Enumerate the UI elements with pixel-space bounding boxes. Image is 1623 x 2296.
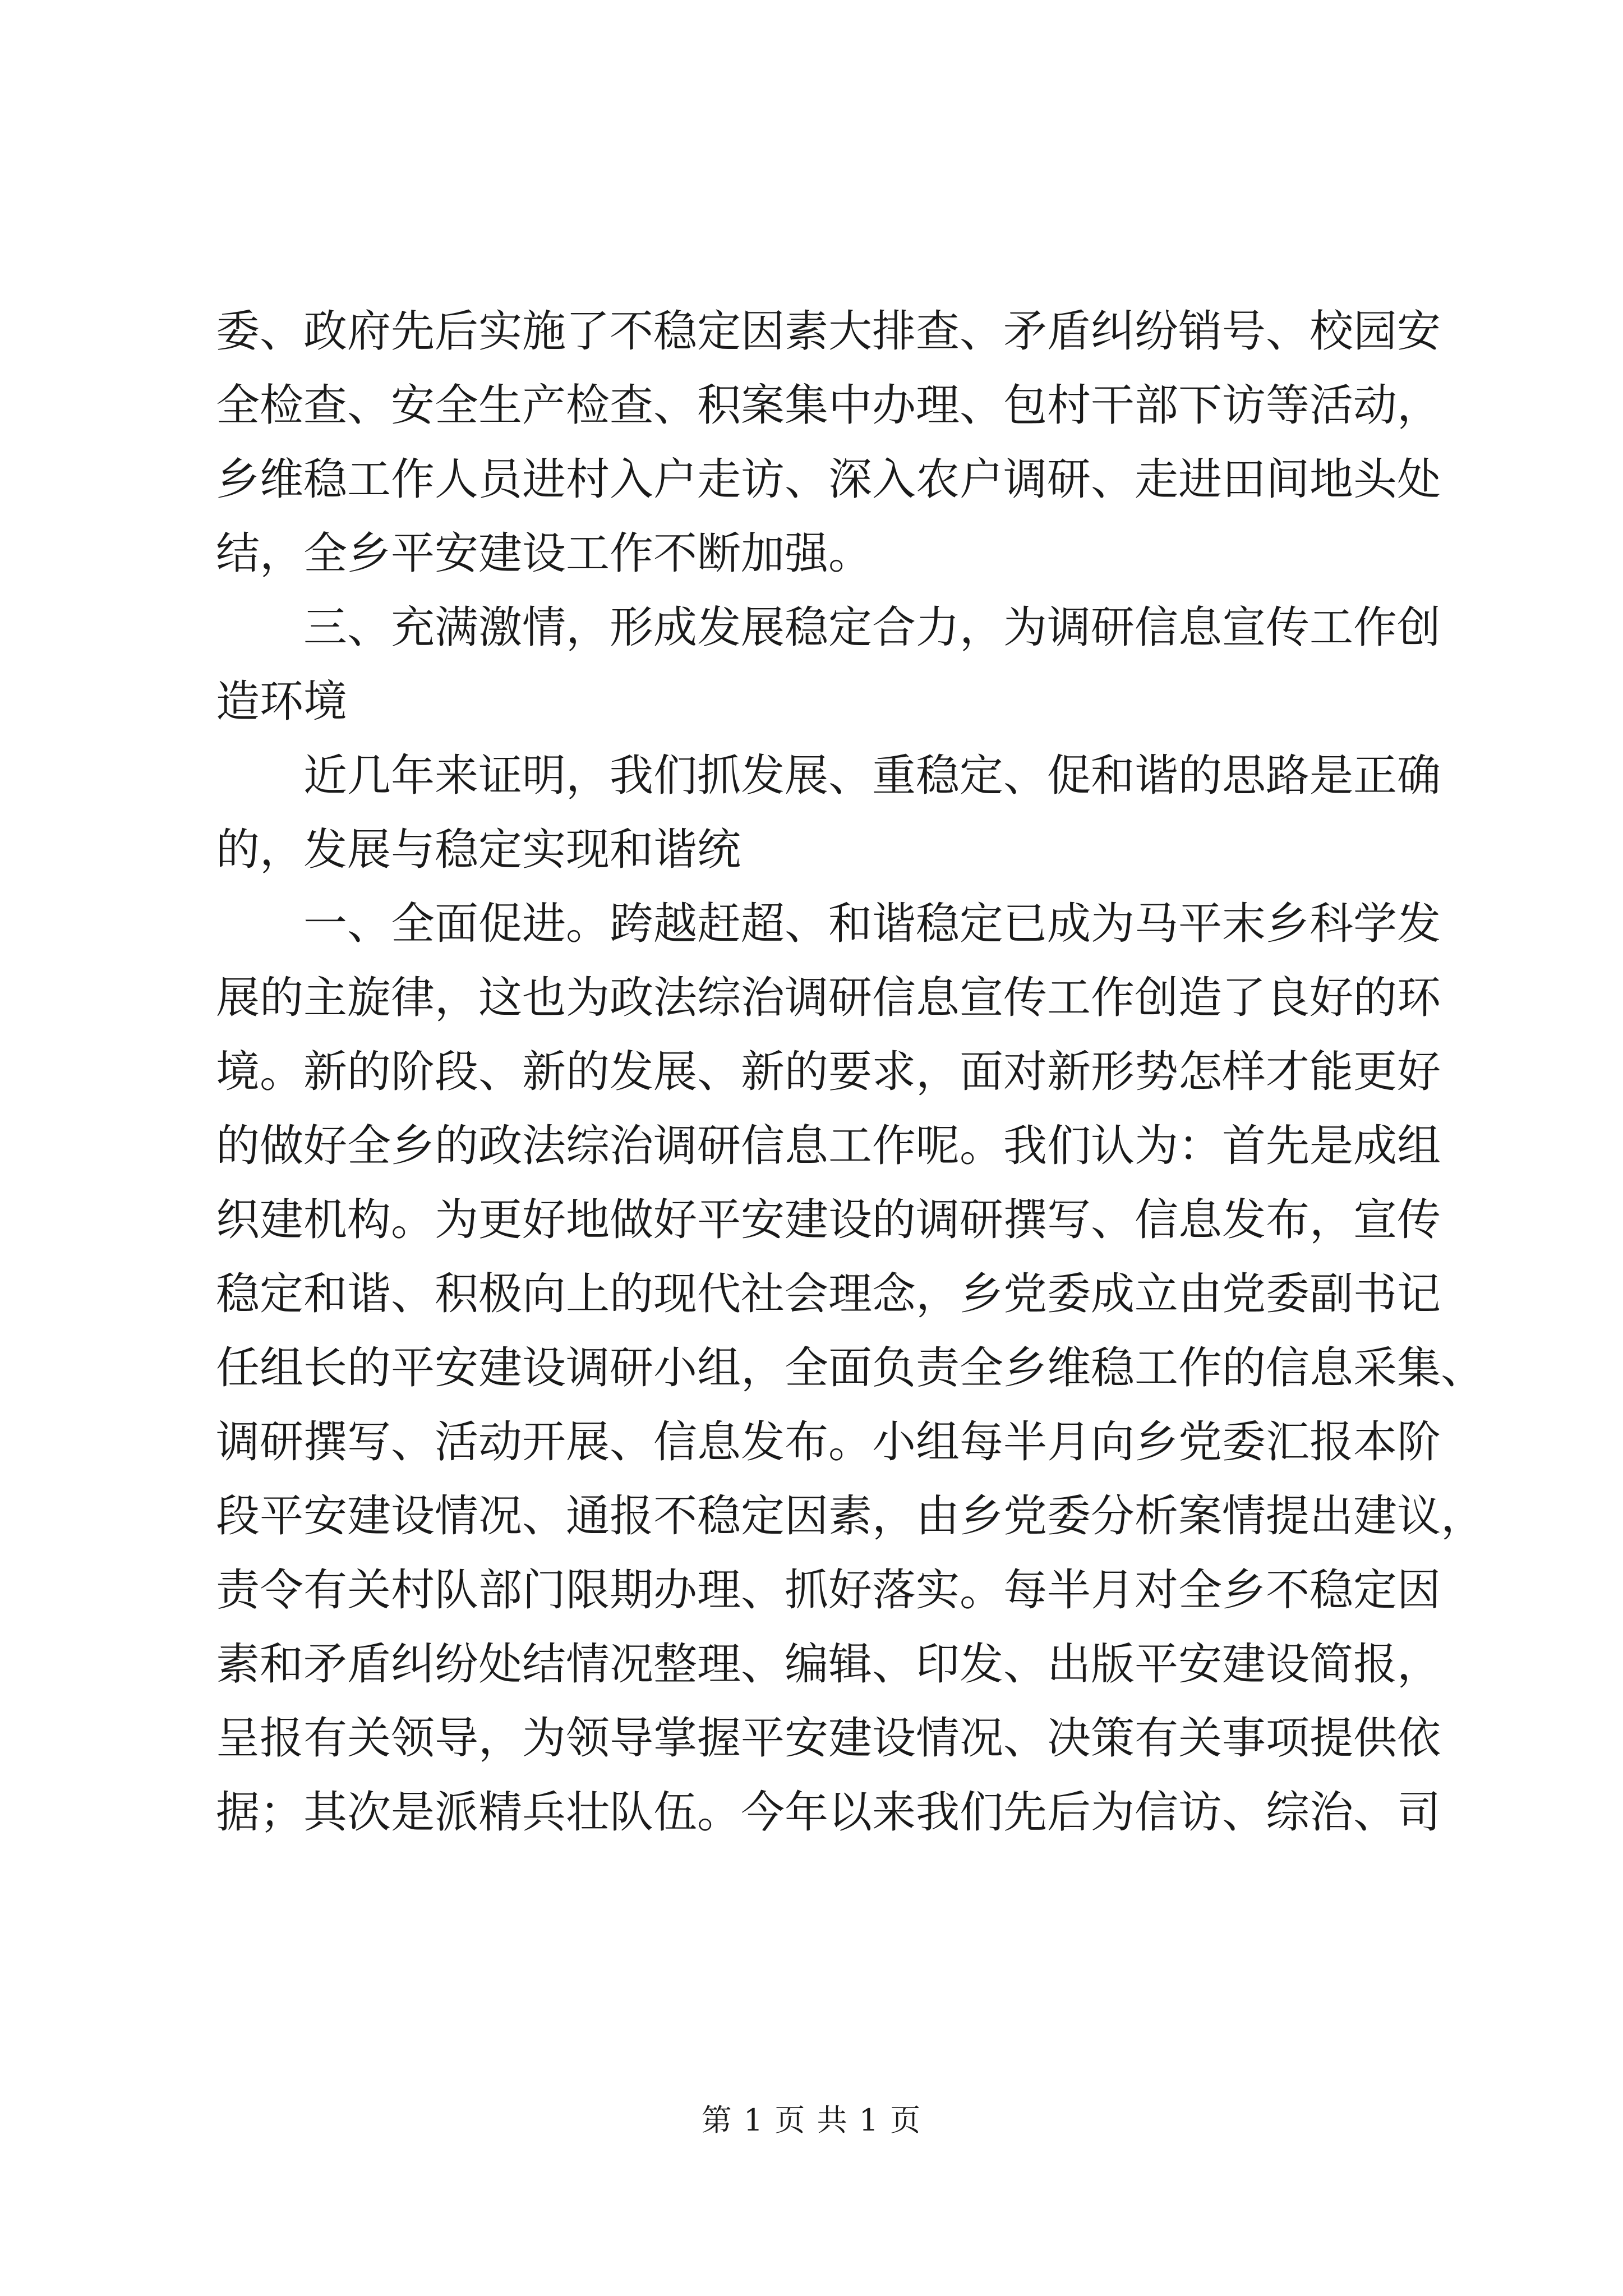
- text-line: 一、全面促进。跨越赶超、和谐稳定已成为马平末乡科学发: [303, 899, 1441, 949]
- text-line: 呈报有关领导，为领导掌握平安建设情况、决策有关事项提供依: [216, 1713, 1441, 1764]
- document-body: [216, 295, 1485, 1849]
- text-line: 近几年来证明，我们抓发展、重稳定、促和谐的思路是正确: [303, 751, 1441, 801]
- text-line: 乡维稳工作人员进村入户走访、深入农户调研、走进田间地头处: [216, 454, 1441, 505]
- text-line: 结，全乡平安建设工作不断加强。: [216, 528, 873, 579]
- text-line: 稳定和谐、积极向上的现代社会理念，乡党委成立由党委副书记: [216, 1269, 1441, 1319]
- text-line: 织建机构。为更好地做好平安建设的调研撰写、信息发布，宣传: [216, 1195, 1441, 1245]
- page-footer: [0, 2101, 1623, 2140]
- text-line: 任组长的平安建设调研小组，全面负责全乡维稳工作的信息采集、: [216, 1343, 1485, 1393]
- text-line: 全检查、安全生产检查、积案集中办理、包村干部下访等活动，: [216, 380, 1441, 431]
- section-heading-line: 造环境: [216, 677, 348, 727]
- text-line: 责令有关村队部门限期办理、抓好落实。每半月对全乡不稳定因: [216, 1565, 1441, 1616]
- text-line: 段平安建设情况、通报不稳定因素，由乡党委分析案情提出建议，: [216, 1491, 1485, 1542]
- text-line: 委、政府先后实施了不稳定因素大排查、矛盾纠纷销号、校园安: [216, 306, 1441, 357]
- text-line: 展的主旋律，这也为政法综治调研信息宣传工作创造了良好的环: [216, 973, 1441, 1023]
- text-line: 境。新的阶段、新的发展、新的要求，面对新形势怎样才能更好: [216, 1047, 1441, 1097]
- page-number-label: 第 1 页 共 1 页: [701, 2102, 922, 2138]
- text-line: 的做好全乡的政法综治调研信息工作呢。我们认为：首先是成组: [216, 1121, 1441, 1171]
- text-line: 调研撰写、活动开展、信息发布。小组每半月向乡党委汇报本阶: [216, 1417, 1441, 1467]
- text-line: 据；其次是派精兵壮队伍。今年以来我们先后为信访、综治、司: [216, 1787, 1441, 1838]
- text-line: 的，发展与稳定实现和谐统: [216, 825, 741, 875]
- text-line: 素和矛盾纠纷处结情况整理、编辑、印发、出版平安建设简报，: [216, 1639, 1441, 1690]
- section-heading-line: 三、充满激情，形成发展稳定合力，为调研信息宣传工作创: [303, 602, 1441, 653]
